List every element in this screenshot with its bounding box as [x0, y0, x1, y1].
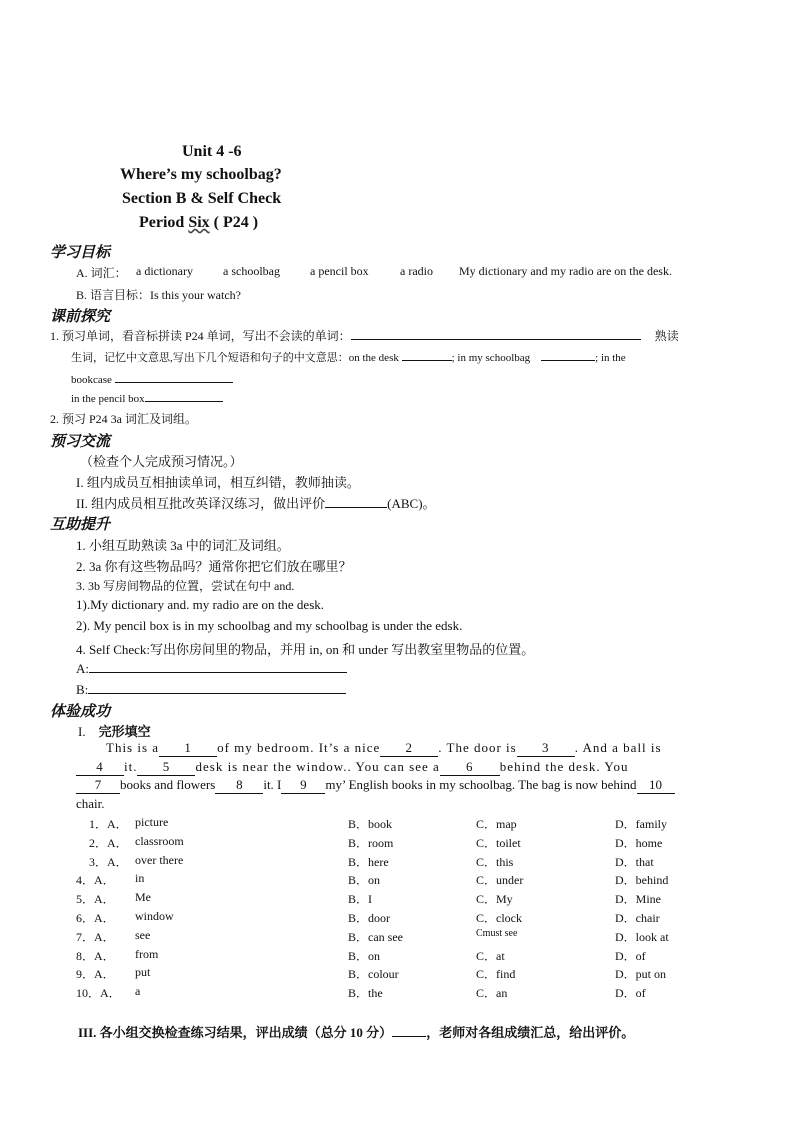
option-7-c: Cmust see: [476, 927, 518, 939]
option-7-d: D．look at: [615, 929, 669, 944]
preview-item-1-line3: [71, 370, 233, 386]
exchange-i: I. 组内成员互相抽读单词，相互纠错，教师抽读。: [76, 475, 360, 490]
cloze-text: of my bedroom. It’s a nice: [217, 740, 381, 755]
cloze-text: it. I: [263, 777, 282, 792]
final-line: [78, 1022, 634, 1041]
blank-bookcase[interactable]: [115, 370, 233, 383]
blank-pencil-box[interactable]: [145, 389, 223, 402]
option-5-c: C．My: [476, 892, 513, 907]
option-9-a: put: [135, 965, 151, 980]
title-section: Section B & Self Check: [122, 190, 282, 207]
preview-line4-text: in the pencil box: [71, 393, 145, 405]
option-2-c: C．toilet: [476, 835, 521, 850]
improve-b-label: B:: [76, 682, 89, 697]
option-4-d: D．behind: [615, 873, 669, 888]
cloze-text: This is a: [106, 740, 160, 755]
heading-improve: 互助提升: [50, 517, 111, 533]
title-period-page: ( P24 ): [209, 214, 259, 231]
goals-a-item-2: a schoolbag: [223, 264, 280, 278]
option-10-b: B．the: [348, 986, 383, 1001]
option-7-a: see: [135, 927, 151, 942]
option-5-b: B．I: [348, 892, 373, 907]
goals-b: B. 语言目标：Is this your watch?: [76, 288, 241, 302]
exchange-ii: [76, 493, 436, 512]
option-10-a: a: [135, 984, 141, 999]
option-1-b: B．book: [348, 817, 393, 831]
cloze-blank-10[interactable]: 10: [637, 777, 675, 794]
improve-a: [76, 660, 347, 677]
option-3-a: over there: [135, 852, 184, 867]
blank-on-the-desk[interactable]: [402, 348, 452, 361]
success-sub-number: I.: [78, 724, 86, 739]
option-6-d: D．chair: [615, 911, 660, 925]
option-7-b: B．can see: [348, 929, 403, 944]
option-10-d: D．of: [615, 986, 646, 1001]
cloze-blank-8[interactable]: 8: [215, 777, 263, 794]
option-2-n: 2．A．: [89, 835, 128, 850]
option-8-d: D．of: [615, 948, 646, 963]
goals-a-item-3: a pencil box: [310, 264, 369, 278]
cloze-text: books and flowers: [120, 777, 216, 792]
option-9-d: D．put on: [615, 967, 667, 982]
option-3-d: D．that: [615, 854, 654, 869]
cloze-blank-1[interactable]: 1: [159, 740, 217, 757]
option-5-n: 5．A．: [76, 892, 115, 907]
exchange-ii-text: II. 组内成员相互批改英译汉练习，做出评价: [76, 496, 326, 511]
option-2-a: classroom: [135, 833, 184, 848]
improve-l3: 3. 3b 写房间物品的位置，尝试在句中 and.: [76, 579, 295, 593]
exchange-ii-tail: (ABC)。: [387, 496, 436, 511]
final-text-b: ，老师对各组成绩汇总，给出评价。: [426, 1025, 635, 1040]
option-6-c: C．clock: [476, 911, 522, 925]
blank-answer-a[interactable]: [89, 660, 347, 673]
blank-evaluation[interactable]: [325, 495, 387, 508]
title-period-label: Period: [139, 214, 189, 231]
preview-item-1: [50, 327, 679, 344]
option-6-b: B．door: [348, 911, 391, 925]
goals-a-item-4: a radio: [400, 264, 433, 278]
blank-in-my-schoolbag[interactable]: [541, 348, 595, 361]
cloze-line-1: [106, 740, 662, 757]
improve-a-label: A:: [76, 661, 89, 676]
option-2-b: B．room: [348, 835, 394, 850]
option-1-n: 1．A．: [89, 817, 128, 831]
heading-success: 体验成功: [50, 704, 111, 720]
preview-item-1-line4: [71, 389, 223, 405]
goals-a-item-5: My dictionary and my radio are on the desk.: [459, 264, 672, 278]
improve-l4: 1).My dictionary and. my radio are on the desk.: [76, 597, 325, 612]
improve-l1: 1. 小组互助熟读 3a 中的词汇及词组。: [76, 538, 290, 553]
option-7-n: 7．A．: [76, 929, 115, 944]
title-period-number: Six: [188, 214, 210, 231]
option-8-b: B．on: [348, 948, 381, 963]
blank-answer-b[interactable]: [88, 681, 346, 694]
title-period: [139, 214, 258, 232]
preview-line2-text-a: 生词，记忆中文意思,写出下几个短语和句子的中文意思：on the desk: [71, 352, 399, 364]
cloze-blank-3[interactable]: 3: [517, 740, 575, 757]
improve-l2: 2. 3a 你有这些物品吗？通常你把它们放在哪里？: [76, 559, 352, 574]
option-4-a: in: [135, 871, 145, 886]
heading-exchange: 预习交流: [50, 434, 111, 450]
option-8-a: from: [135, 946, 159, 961]
option-8-c: C．at: [476, 948, 505, 963]
option-5-d: D．Mine: [615, 892, 661, 907]
goals-a-label: A. 词汇：: [76, 266, 127, 280]
improve-l6: 4. Self Check:写出你房间里的物品，并用 in, on 和 under 写出教室里物品的位置。: [76, 642, 535, 657]
cloze-blank-6[interactable]: 6: [440, 759, 500, 776]
preview-item-1-tail: 熟读: [654, 329, 679, 343]
cloze-text: desk is near the window.. You can see a: [195, 759, 440, 774]
cloze-text: it.: [124, 759, 138, 774]
cloze-text: my’ English books in my schoolbag. The bag is now behind: [325, 777, 637, 792]
cloze-blank-9[interactable]: 9: [281, 777, 325, 794]
title-unit: Unit 4 -6: [182, 143, 242, 160]
final-text-a: III. 各小组交换检查练习结果，评出成绩（总分 10 分）: [78, 1025, 393, 1040]
option-8-n: 8．A．: [76, 948, 115, 963]
option-1-d: D．family: [615, 817, 667, 831]
preview-item-1-line2: [71, 348, 626, 365]
option-4-n: 4．A．: [76, 873, 115, 888]
option-6-n: 6．A．: [76, 911, 115, 925]
cloze-line-4: chair.: [76, 796, 105, 811]
blank-score[interactable]: [392, 1024, 426, 1037]
cloze-blank-7[interactable]: 7: [76, 777, 120, 794]
cloze-text: . The door is: [438, 740, 517, 755]
option-9-b: B．colour: [348, 967, 399, 982]
success-sub-title: 完形填空: [98, 724, 151, 739]
preview-item-1-text: 1. 预习单词，看音标拼读 P24 单词，写出不会读的单词：: [50, 329, 351, 343]
preview-line2-text-b: ; in my schoolbag: [451, 352, 531, 364]
improve-b: [76, 681, 346, 698]
option-2-d: D．home: [615, 835, 663, 850]
preview-line2-text-c: ; in the: [595, 352, 626, 364]
option-4-c: C．under: [476, 873, 524, 888]
option-10-n: 10．A．: [76, 986, 121, 1001]
blank-words[interactable]: [351, 327, 641, 340]
option-3-c: C．this: [476, 854, 514, 869]
option-6-a: window: [135, 909, 174, 923]
cloze-blank-4[interactable]: 4: [76, 759, 124, 776]
heading-goals: 学习目标: [50, 245, 111, 261]
option-5-a: Me: [135, 890, 151, 905]
cloze-line-3: [76, 777, 675, 794]
option-3-b: B．here: [348, 854, 389, 869]
option-9-c: C．find: [476, 967, 516, 982]
option-1-c: C．map: [476, 817, 517, 831]
improve-l5: 2). My pencil box is in my schoolbag and my schoolbag is under the edsk.: [76, 618, 463, 633]
option-9-n: 9．A．: [76, 967, 115, 982]
cloze-text: behind the desk. You: [499, 759, 629, 774]
title-question: Where’s my schoolbag?: [120, 166, 282, 183]
cloze-blank-2[interactable]: 2: [380, 740, 438, 757]
option-4-b: B．on: [348, 873, 381, 888]
option-1-a: picture: [135, 815, 169, 829]
option-10-c: C．an: [476, 986, 508, 1001]
success-sub: [78, 721, 151, 740]
option-3-n: 3．A．: [89, 854, 128, 869]
heading-preview: 课前探究: [50, 309, 111, 325]
cloze-line-2: [76, 759, 629, 776]
cloze-blank-5[interactable]: 5: [137, 759, 195, 776]
goals-a-item-1: a dictionary: [136, 264, 193, 278]
preview-item-2: 2. 预习 P24 3a 词汇及词组。: [50, 412, 198, 426]
exchange-note: （检查个人完成预习情况。）: [80, 454, 243, 469]
cloze-text: . And a ball is: [574, 740, 662, 755]
preview-line3-text: bookcase: [71, 374, 112, 386]
